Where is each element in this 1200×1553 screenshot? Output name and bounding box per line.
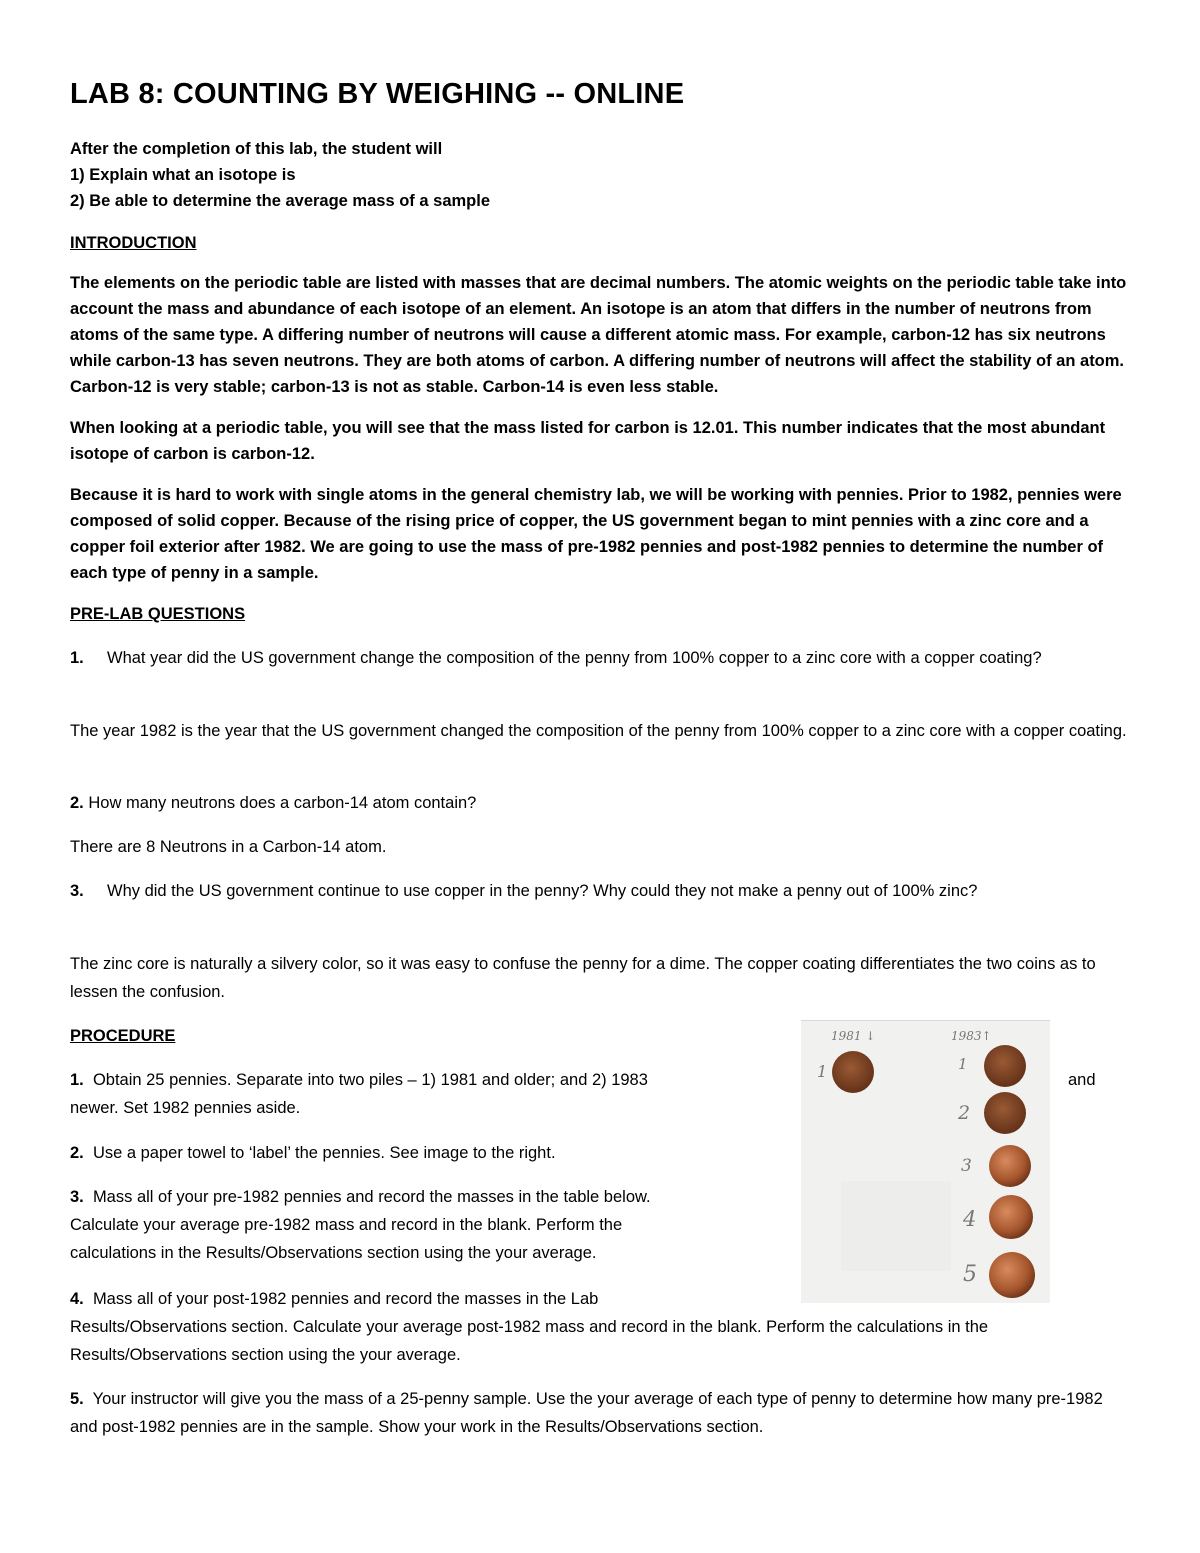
objective-item: 2) Be able to determine the average mass of a sample	[70, 192, 491, 210]
step-1-trailing-word: and	[1068, 1071, 1096, 1089]
step-text-continued: Calculate your average pre-1982 mass and record in the blank. Perform the	[70, 1216, 623, 1234]
procedure-step-4-line-1	[70, 1285, 790, 1313]
prelab-answer-3: The zinc core is naturally a silvery color, so it was easy to confuse the penny for a dime. The copper coating differentiates the two coins as to lessen the confusion.	[70, 955, 1096, 1001]
paper-fold-shadow	[841, 1181, 951, 1271]
procedure-step-5	[70, 1385, 1130, 1441]
objectives	[70, 136, 1130, 214]
objective-item: 1) Explain what an isotope is	[70, 166, 296, 184]
step-number: 4.	[70, 1290, 84, 1308]
penny-label-photo	[801, 1020, 1050, 1303]
prelab-answer-1: The year 1982 is the year that the US government changed the composition of the penny from 100% copper to a zinc core with a copper coating.	[70, 722, 1127, 740]
step-text: Obtain 25 pennies. Separate into two piles – 1) 1981 and older; and 2) 1983	[92, 1071, 648, 1089]
penny-post-1982	[984, 1045, 1026, 1087]
step-number: 3.	[70, 1188, 84, 1206]
step-text-continued: calculations in the Results/Observations section using the your average.	[70, 1244, 597, 1262]
page-title: LAB 8: COUNTING BY WEIGHING -- ONLINE	[70, 78, 685, 110]
handwritten-count: 4	[963, 1207, 977, 1231]
penny-photo-drawing	[801, 1021, 1050, 1303]
procedure-step-1	[70, 1066, 790, 1122]
penny-post-1982	[984, 1092, 1026, 1134]
penny-post-1982	[989, 1252, 1035, 1298]
penny-post-1982	[989, 1145, 1031, 1187]
step-number: 1.	[70, 1071, 84, 1089]
prelab-question-3	[70, 877, 1130, 905]
handwritten-label-1981: 1981 ↓	[831, 1029, 876, 1043]
handwritten-count: 5	[963, 1262, 977, 1287]
procedure-step-4-continued: Results/Observations section. Calculate your average post-1982 mass and record in the blank. Perform the calculations in the Results/Observations section using the your average.	[70, 1318, 989, 1364]
step-number: 5.	[70, 1390, 84, 1408]
step-text: Mass all of your pre-1982 pennies and record the masses in the table below.	[92, 1188, 651, 1206]
penny-pre-1982	[832, 1051, 874, 1093]
introduction-heading: INTRODUCTION	[70, 234, 197, 252]
introduction-paragraph-1: The elements on the periodic table are listed with masses that are decimal numbers. The atomic weights on the periodic table take into account the mass and abundance of each isotope of an element. An isotope is an atom that differs in the number of neutrons from atoms of the same type. A differing number of neutrons will cause a different atomic mass. For example, carbon-12 has six neutrons while carbon-13 has seven neutrons. They are both atoms of carbon. A differing number of neutrons will affect the stability of an atom. Carbon-12 is very stable; carbon-13 is not as stable. Carbon-14 is even less stable.	[70, 274, 1127, 396]
question-number: 2.	[70, 794, 84, 812]
procedure-step-3	[70, 1183, 790, 1267]
question-text: How many neutrons does a carbon-14 atom contain?	[88, 794, 477, 812]
procedure-step-2	[70, 1139, 790, 1167]
step-text: Use a paper towel to ‘label’ the pennies. See image to the right.	[92, 1144, 556, 1162]
handwritten-label-1983: 1983↑	[951, 1029, 992, 1043]
prelab-question-2	[70, 789, 1130, 817]
step-text: Mass all of your post-1982 pennies and record the masses in the Lab	[92, 1290, 599, 1308]
penny-post-1982	[989, 1195, 1033, 1239]
step-number: 2.	[70, 1144, 84, 1162]
question-number: 1.	[70, 649, 84, 667]
handwritten-count: 1	[958, 1055, 968, 1073]
introduction-paragraph-3: Because it is hard to work with single atoms in the general chemistry lab, we will be working with pennies. Prior to 1982, pennies were composed of solid copper. Because of the rising price of copper, the US government began to mint pennies with a zinc core and a copper foil exterior after 1982. We are going to use the mass of pre-1982 pennies and post-1982 pennies to determine the number of each type of penny in a sample.	[70, 486, 1122, 582]
question-text: What year did the US government change the composition of the penny from 100% copper to a zinc core with a copper coating?	[107, 649, 1042, 667]
step-text: Your instructor will give you the mass of a 25-penny sample. Use the your average of each type of penny to determine how many pre-1982 and post-1982 pennies are in the sample. Show your work in the Results/Observations section.	[70, 1390, 1103, 1436]
handwritten-count-left: 1	[817, 1062, 828, 1081]
introduction-paragraph-2: When looking at a periodic table, you will see that the mass listed for carbon is 12.01. This number indicates that the most abundant isotope of carbon is carbon-12.	[70, 419, 1106, 463]
handwritten-count: 3	[961, 1156, 972, 1176]
prelab-heading: PRE-LAB QUESTIONS	[70, 605, 246, 623]
objectives-intro: After the completion of this lab, the student will	[70, 140, 443, 158]
procedure-heading: PROCEDURE	[70, 1027, 176, 1045]
prelab-question-1	[70, 644, 1130, 672]
question-number: 3.	[70, 882, 84, 900]
handwritten-count: 2	[958, 1102, 971, 1124]
question-text: Why did the US government continue to use copper in the penny? Why could they not make a penny out of 100% zinc?	[107, 882, 978, 900]
step-text-continued: newer. Set 1982 pennies aside.	[70, 1099, 301, 1117]
prelab-answer-2: There are 8 Neutrons in a Carbon-14 atom.	[70, 838, 387, 856]
